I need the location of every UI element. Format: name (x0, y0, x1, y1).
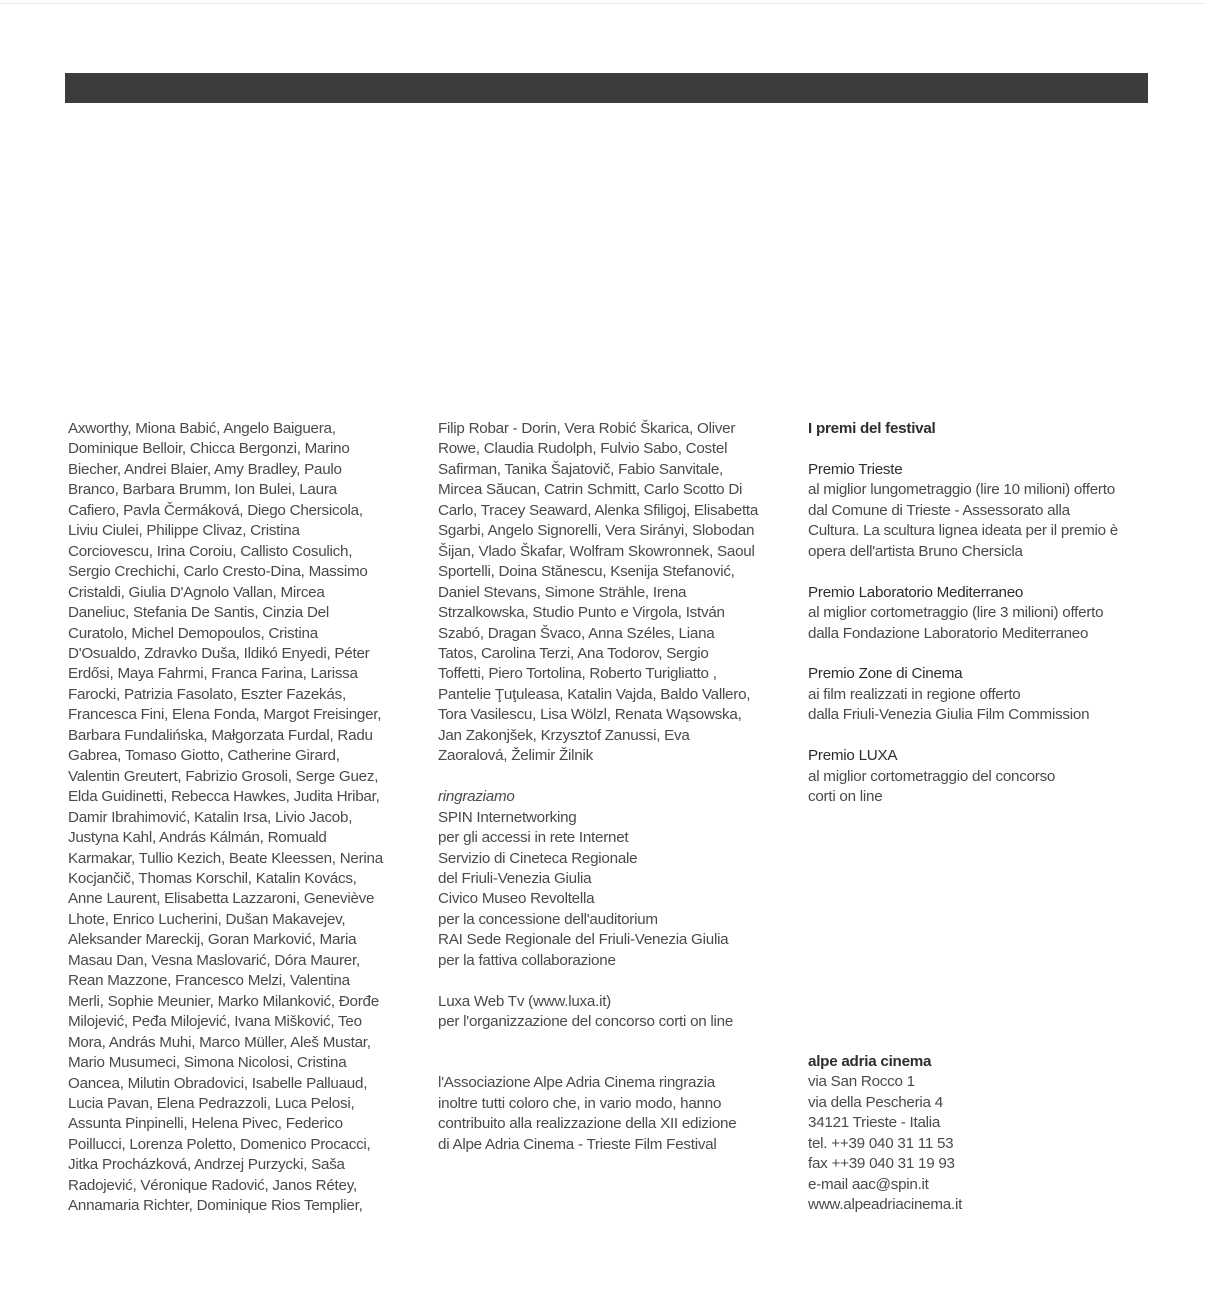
credit-line: Barbara Fundalińska, Małgorzata Furdal, Radu (68, 726, 373, 744)
credit-line: Daniel Stevans, Simone Strähle, Irena (438, 583, 687, 601)
credit-line: Karmakar, Tullio Kezich, Beate Kleessen, Nerina (68, 849, 383, 867)
credit-line: Lucia Pavan, Elena Pedrazzoli, Luca Pelosi, (68, 1094, 355, 1112)
prize-item (808, 460, 1148, 562)
credit-line: Francesca Fini, Elena Fonda, Margot Freisinger, (68, 706, 382, 724)
credit-line: Biecher, Andrei Blaier, Amy Bradley, Paulo (68, 460, 342, 478)
credit-line: Safirman, Tanika Šajatovič, Fabio Sanvitale, (438, 460, 724, 478)
credit-line: Szabó, Dragan Švaco, Anna Széles, Liana (438, 624, 715, 642)
credit-line: Sgarbi, Angelo Signorelli, Vera Sirányi, Slobodan (438, 522, 755, 540)
thanks-line: SPIN Internetworking (438, 808, 577, 826)
credit-line: Oancea, Milutin Obradovici, Isabelle Palluaud, (68, 1074, 368, 1092)
luxa-line: Luxa Web Tv (www.luxa.it) (438, 992, 611, 1010)
prize-description-line: al miglior lungometraggio (lire 10 milioni) offerto (808, 481, 1115, 499)
credit-line: Mircea Săucan, Catrin Schmitt, Carlo Scotto Di (438, 481, 743, 499)
luxa-line: per l'organizzazione del concorso corti on line (438, 1013, 734, 1031)
prizes-list (808, 439, 1148, 807)
credit-line: Anne Laurent, Elisabetta Lazzaroni, Geneviève (68, 890, 375, 908)
prize-name: Premio LUXA (808, 747, 898, 765)
credit-line: Cristaldi, Giulia D'Agnolo Vallan, Mircea (68, 583, 325, 601)
credit-line: Assunta Pinpinelli, Helena Pivec, Federico (68, 1115, 343, 1133)
prize-description-line: opera dell'artista Bruno Chersicla (808, 542, 1023, 560)
contact-lines (808, 1072, 962, 1215)
credit-line: Branco, Barbara Brumm, Ion Bulei, Laura (68, 481, 337, 499)
prize-item (808, 583, 1148, 644)
credit-line: Rean Mazzone, Francesco Melzi, Valentina (68, 972, 350, 990)
prize-name: Premio Laboratorio Mediterraneo (808, 583, 1024, 601)
prize-description-line: dal Comune di Trieste - Assessorato alla (808, 501, 1070, 519)
contact-line: tel. ++39 040 31 11 53 (808, 1134, 954, 1152)
contact-block (808, 1052, 962, 1216)
credits-column-1 (68, 419, 413, 1217)
credit-line: Pantelie Ţuţuleasa, Katalin Vajda, Baldo Vallero, (438, 685, 751, 703)
contact-line: via San Rocco 1 (808, 1073, 915, 1091)
thanks-line: per gli accessi in rete Internet (438, 829, 629, 847)
credit-line: Poillucci, Lorenza Poletto, Domenico Procacci, (68, 1135, 371, 1153)
prizes-title: I premi del festival (808, 420, 936, 437)
credit-line: Elda Guidinetti, Rebecca Hawkes, Judita Hribar, (68, 788, 380, 806)
luxa-credit (438, 992, 783, 1033)
prize-item (808, 664, 1148, 725)
credit-line: Farocki, Patrizia Fasolato, Eszter Fazekás, (68, 685, 346, 703)
contact-line: www.alpeadriacinema.it (808, 1196, 963, 1214)
closing-line: inoltre tutti coloro che, in vario modo, hanno (438, 1094, 722, 1112)
closing-line: l'Associazione Alpe Adria Cinema ringrazia (438, 1074, 715, 1092)
prize-description-line: dalla Friuli-Venezia Giulia Film Commission (808, 706, 1090, 724)
credits-list-continued (438, 419, 783, 767)
credit-line: Sergio Crechichi, Carlo Cresto-Dina, Massimo (68, 563, 368, 581)
closing-line: di Alpe Adria Cinema - Trieste Film Festival (438, 1135, 717, 1153)
credit-line: Curatolo, Michel Demopoulos, Cristina (68, 624, 318, 642)
prize-name: Premio Trieste (808, 460, 903, 478)
thanks-line: RAI Sede Regionale del Friuli-Venezia Giulia (438, 931, 729, 949)
credit-line: Zaoralová, Želimir Žilnik (438, 747, 593, 765)
credit-line: Merli, Sophie Meunier, Marko Milanković, Đorđe (68, 992, 379, 1010)
closing-thanks (438, 1073, 783, 1155)
prize-description-line: al miglior cortometraggio (lire 3 milioni) offerto (808, 604, 1104, 622)
credit-line: Gabrea, Tomaso Giotto, Catherine Girard, (68, 747, 340, 765)
credit-line: Dominique Belloir, Chicca Bergonzi, Marino (68, 440, 350, 458)
thanks-list (438, 808, 783, 972)
credit-line: Damir Ibrahimović, Katalin Irsa, Livio Jacob, (68, 808, 353, 826)
credit-line: Corciovescu, Irina Coroiu, Callisto Cosulich, (68, 542, 353, 560)
credit-line: Liviu Ciulei, Philippe Clivaz, Cristina (68, 522, 300, 540)
credit-line: Carlo, Tracey Seaward, Alenka Sfiligoj, Elisabetta (438, 501, 759, 519)
contact-line: fax ++39 040 31 19 93 (808, 1155, 955, 1173)
prize-description-line: ai film realizzati in regione offerto (808, 685, 1021, 703)
contact-org: alpe adria cinema (808, 1053, 932, 1070)
credit-line: Justyna Kahl, András Kálmán, Romuald (68, 829, 327, 847)
prize-name: Premio Zone di Cinema (808, 665, 963, 683)
credit-line: Milojević, Peđa Milojević, Ivana Mišković, Teo (68, 1013, 362, 1031)
prize-description-line: corti on line (808, 788, 883, 806)
credit-line: Mora, András Muhi, Marco Müller, Aleš Mustar, (68, 1033, 371, 1051)
credit-line: Masau Dan, Vesna Maslovarić, Dóra Maurer, (68, 951, 360, 969)
credit-line: Annamaria Richter, Dominique Rios Templier, (68, 1197, 363, 1215)
credit-line: Rowe, Claudia Rudolph, Fulvio Sabo, Costel (438, 440, 728, 458)
contact-line: e-mail aac@spin.it (808, 1175, 929, 1193)
credit-line: Aleksander Mareckij, Goran Marković, Maria (68, 931, 357, 949)
credit-line: Valentin Greutert, Fabrizio Grosoli, Serge Guez, (68, 767, 379, 785)
credit-line: Toffetti, Piero Tortolina, Roberto Turigliatto , (438, 665, 717, 683)
contact-line: via della Pescheria 4 (808, 1093, 943, 1111)
credit-line: Jan Zakonjšek, Krzysztof Zanussi, Eva (438, 726, 690, 744)
credit-line: Filip Robar - Dorin, Vera Robić Škarica, Oliver (438, 420, 736, 437)
contact-line: 34121 Trieste - Italia (808, 1114, 941, 1132)
credit-line: Mario Musumeci, Simona Nicolosi, Cristina (68, 1054, 347, 1072)
thanks-line: per la fattiva collaborazione (438, 951, 616, 969)
thanks-line: Servizio di Cineteca Regionale (438, 849, 638, 867)
credit-line: Tora Vasilescu, Lisa Wölzl, Renata Wąsowska, (438, 706, 742, 724)
header-bar (65, 73, 1148, 103)
credit-line: D'Osualdo, Zdravko Duša, Ildikó Enyedi, Péter (68, 644, 370, 662)
credit-line: Strzalkowska, Studio Punto e Virgola, István (438, 604, 725, 622)
top-rule (0, 3, 1205, 4)
thanks-line: Civico Museo Revoltella (438, 890, 595, 908)
credit-line: Erdősi, Maya Fahrmi, Franca Farina, Larissa (68, 665, 358, 683)
credit-line: Axworthy, Miona Babić, Angelo Baiguera, (68, 420, 336, 437)
credit-line: Lhote, Enrico Lucherini, Dušan Makavejev, (68, 910, 346, 928)
prize-description-line: dalla Fondazione Laboratorio Mediterraneo (808, 624, 1089, 642)
credit-line: Kocjančič, Thomas Korschil, Katalin Kovács, (68, 869, 357, 887)
credit-line: Radojević, Véronique Radović, Janos Rétey, (68, 1176, 357, 1194)
prize-description-line: Cultura. La scultura lignea ideata per il premio è (808, 522, 1118, 540)
credit-line: Sportelli, Doina Stănescu, Ksenija Stefanović, (438, 563, 735, 581)
thanks-heading: ringraziamo (438, 788, 515, 806)
credit-line: Jitka Procházková, Andrzej Purzycki, Saša (68, 1156, 345, 1174)
credits-column-2 (438, 419, 783, 1155)
thanks-line: del Friuli-Venezia Giulia (438, 869, 592, 887)
prizes-column (808, 419, 1148, 808)
credit-line: Šijan, Vlado Škafar, Wolfram Skowronnek, Saoul (438, 542, 755, 560)
prize-description-line: al miglior cortometraggio del concorso (808, 767, 1056, 785)
closing-line: contribuito alla realizzazione della XII edizione (438, 1115, 737, 1133)
credit-line: Tatos, Carolina Terzi, Ana Todorov, Sergio (438, 644, 709, 662)
credit-line: Daneliuc, Stefania De Santis, Cinzia Del (68, 604, 329, 622)
prize-item (808, 746, 1148, 807)
thanks-line: per la concessione dell'auditorium (438, 910, 658, 928)
credit-line: Cafiero, Pavla Čermáková, Diego Chersicola, (68, 501, 363, 519)
